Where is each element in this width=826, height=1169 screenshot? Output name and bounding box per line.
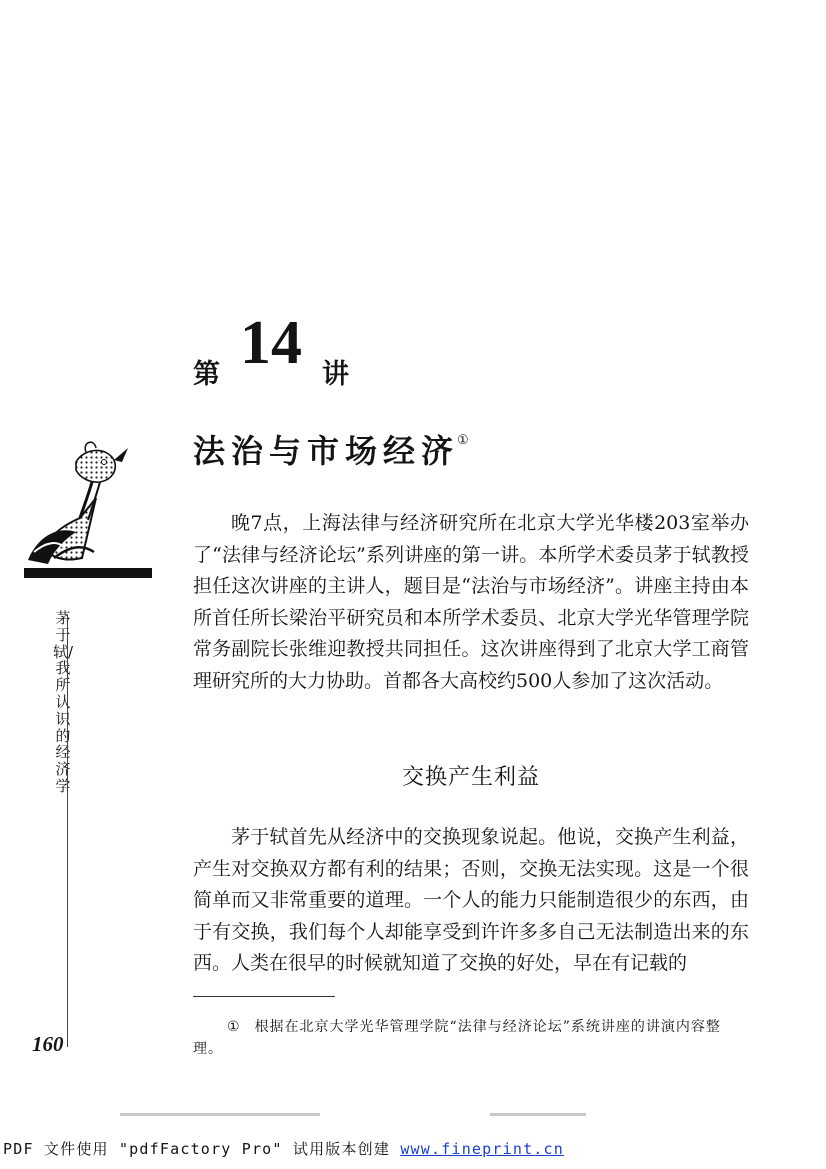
scan-artifact bbox=[490, 1113, 586, 1116]
footnote-divider bbox=[193, 996, 335, 997]
lecture-title-text: 法治与市场经济 bbox=[193, 432, 460, 470]
chapter-suffix: 讲 bbox=[322, 359, 349, 390]
lecture-title bbox=[193, 426, 469, 472]
intro-body bbox=[193, 508, 749, 697]
bird-ornament-icon bbox=[24, 440, 152, 600]
chapter-prefix: 第 bbox=[193, 359, 221, 390]
chapter-number: 14 bbox=[240, 309, 302, 377]
footnote bbox=[193, 1016, 749, 1060]
footnote-text: 根据在北京大学光华管理学院“法律与经济论坛”系统讲座的讲演内容整理。 bbox=[193, 1019, 721, 1057]
section-paragraph: 茅于轼首先从经济中的交换现象说起。他说，交换产生利益，产生对交换双方都有利的结果；否则，交换无法实现。这是一个很简单而又非常重要的道理。一个人的能力只能制造很少的东西，由于有交换，我们每个人却能享受到许许多多自己无法制造出来的东西。人类在很早的时候就知道了交换的好处，早在有记载的 bbox=[193, 826, 749, 974]
pdf-watermark bbox=[3, 1138, 564, 1159]
scan-artifact bbox=[120, 1113, 320, 1116]
section-body bbox=[193, 822, 749, 980]
watermark-text: PDF 文件使用 "pdfFactory Pro" 试用版本创建 bbox=[3, 1140, 401, 1158]
footnote-marker: ① bbox=[227, 1019, 241, 1035]
margin-rule bbox=[67, 615, 68, 1047]
title-footnote-marker[interactable]: ① bbox=[457, 433, 469, 448]
watermark-link[interactable]: www.fineprint.cn bbox=[400, 1140, 565, 1158]
intro-paragraph: 晚7点，上海法律与经济研究所在北京大学光华楼203室举办了“法律与经济论坛”系列讲座的第一讲。本所学术委员茅于轼教授担任这次讲座的主讲人，题目是“法治与市场经济”。讲座主持由本所首任所长梁治平研究员和本所学术委员、北京大学光华管理学院常务副院长张维迎教授共同担任。这次讲座得到了北京大学工商管理研究所的大力协助。首都各大高校约500人参加了这次活动。 bbox=[193, 512, 749, 692]
section-heading: 交换产生利益 bbox=[401, 765, 540, 790]
running-book-title: 茅于轼/我所认识的经济学 bbox=[53, 609, 74, 795]
page-number: 160 bbox=[32, 1032, 64, 1056]
